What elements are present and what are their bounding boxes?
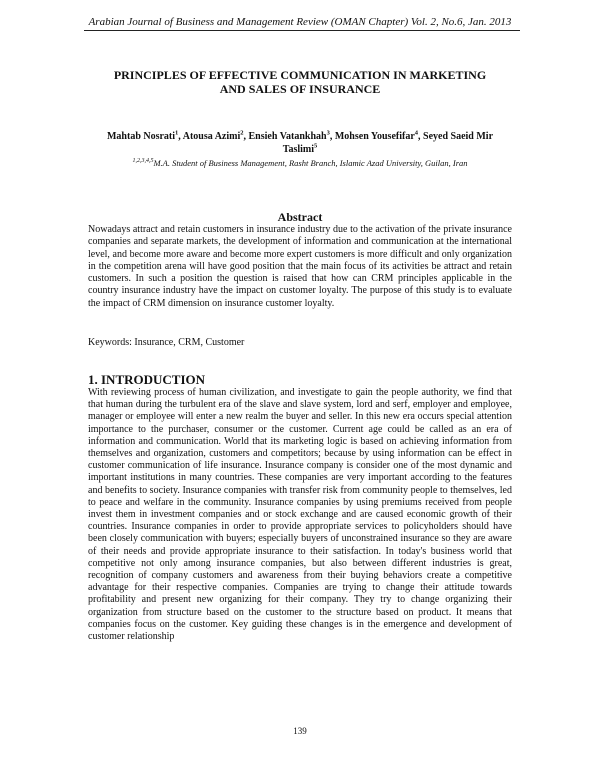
abstract-heading: Abstract: [277, 210, 323, 224]
author-name: Ensieh Vatankhah: [248, 131, 327, 142]
affiliation: [60, 158, 540, 169]
title-line-1: PRINCIPLES OF EFFECTIVE COMMUNICATION IN MARKETING: [113, 68, 487, 82]
title-line-2: AND SALES OF INSURANCE: [219, 82, 381, 96]
paper-title: [60, 68, 540, 96]
page-number: 139: [293, 726, 307, 736]
author-mark: 5: [314, 142, 318, 150]
author-name: Mohsen Yousefifar: [334, 131, 415, 142]
affiliation-text: M.A. Student of Business Management, Rasht Branch, Islamic Azad University, Guilan, Iran: [153, 158, 468, 168]
author-mark: 2: [240, 129, 244, 137]
author-mark: 3: [326, 129, 330, 137]
author-name: Mahtab Nosrati: [106, 131, 176, 142]
introduction-body: With reviewing process of human civilization, and investigate to gain the people authority, we find that that human during the turbulent era of the slave and slave system, lord and serf, employer and employee, manager or employee will enter a new realm the buyer and seller. In this new era occurs special attention importance to the purchaser, consumer or the customer. Current age could be called as an era of information and communication. World that its marketing logic is based on achieving information from themselves and organization, customers and competitors; because by using information can be effect in customer communication of life insurance. Insurance company is consider one of the most dynamic and important institutions in many countries. These companies are very important according to the features and benefits to society. Insurance companies with transfer risk from community people to themselves, led to peace and welfare in the community. Insurance companies by using premiums received from people invest them in investment companies and or stock exchange and are caused economic growth of their countries. Insurance companies in order to provide appropriate services to policyholders should have been closely communication with buyers; especially buyers of unconstrained insurance so they are aware of their needs and provide appropriate insurance to their satisfaction. In today's business world that competitive not only among insurance companies, but also between different industries is great, recognition of company customers and awareness from their buying behaviors create a competitive advantage for their respective companies. Companies are trying to change their attitude towards profitability and present new organizing for their company. They try to change organizing their organization from structure based on the customer to the structure based on product. It means that companies focus on the customer. Key guiding these changes is in the emergence and development of customer relationship: [88, 387, 512, 643]
author-name: Seyed Saeid Mir Taslimi: [282, 131, 494, 155]
author-mark: 4: [414, 129, 419, 137]
header-rule: [84, 30, 520, 31]
affiliation-marks: 1,2,3,4,5: [132, 158, 154, 165]
keywords: Keywords: Insurance, CRM, Customer: [88, 337, 245, 348]
author-list: Mahtab Nosrati$^1$, Atousa Azimi$^2$, Ensieh Vatankhah$^3$, Mohsen Yousefifar$^4$, Seyed Saeid Mir Taslimi$^5$: [106, 129, 494, 155]
abstract-body: Nowadays attract and retain customers in insurance industry due to the activation of the private insurance companies and separate markets, the development of information and communication at the international level, and become more aware and become more expert customers is more difficult and only organization in the competition arena will have good position that the main focus of its activities be attract and retain customers. In such a position the question is raised that how can CRM principles applicable in the country insurance industry have the impact on customer loyalty. The purpose of this study is to evaluate the impact of CRM dimension on insurance customer loyalty.: [88, 224, 512, 309]
author-name: Atousa Azimi: [182, 131, 241, 142]
author-mark: 1: [175, 129, 179, 137]
journal-header: Arabian Journal of Business and Management Review (OMAN Chapter) Vol. 2, No.6, Jan. 2013: [88, 16, 512, 28]
section-heading-introduction: 1. INTRODUCTION: [88, 372, 206, 387]
